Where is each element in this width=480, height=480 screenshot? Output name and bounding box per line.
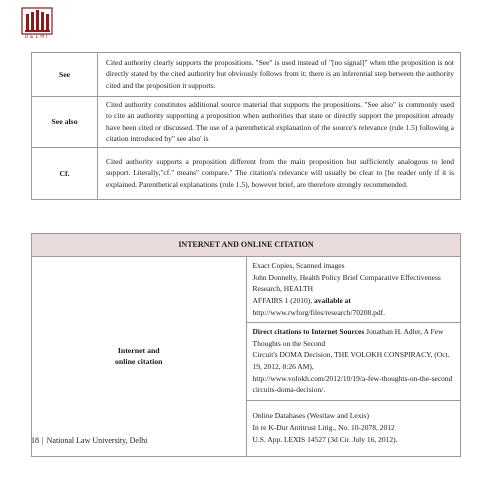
citation-url: circuits-doma-decision/. [252,385,326,395]
signals-table [31,52,461,200]
citation-line [253,326,455,349]
section-spacer [31,200,461,233]
signal-description: Cited authority supports a proposition different from the main proposition but sufficiently analogous to lend support. Literally,"cf." means" compare." The citation's relevance will usually be clear to [he reader only if it is explained. Parenthetical explanations (rule 1.5), however brief, are therefore strongly recommended. [98,148,461,200]
footer-separator: | [42,436,44,445]
direct-citations-section [246,323,461,401]
citation-url: http://www.volokh.com/2012/10/19/a-few-thoughts-on-the-second [252,373,453,383]
table-header: INTERNET AND ONLINE CITATION [32,234,461,257]
online-databases-section [246,400,461,456]
table-row [32,97,461,148]
signal-description: Cited authority clearly supports the propositions. "See" is used instead of "[no signal]" when tthe proposition is not directly stated by the cited authority but obviously follows from it; there is an inferential step between the authority cited and the proposition it supports. [98,53,461,97]
row-label-line: online citation [115,357,163,367]
section-title: Exact Copies, Scanned images [252,261,345,270]
citation-line [253,295,455,307]
citation-text: AFFAIRS 1 (2010), [252,295,313,305]
table-row [32,148,461,200]
university-logo-icon [20,4,54,38]
exact-copies-section [246,257,461,323]
citation-url: http://www.rwforg/files/research/70208.pdf. [252,307,385,317]
row-label-line: Internet and [117,345,160,355]
signal-term: Cf. [32,148,98,200]
internet-citation-table [31,233,461,457]
citation-line: Circuit's DOMA Decision, THE VOLOKH CONSPIRACY, (Oct. 19, 2012, 8:26 AM), [252,350,450,371]
citation-line: John Donnelly, Health Policy Brief Comparative Effectiveness Research, HEALTH [252,272,441,294]
row-label [32,257,247,457]
footer-institution: National Law University, Delhi [46,436,148,445]
page-number: 18 [31,436,39,445]
section-title: Online Databases (Westlaw and Lexis) [252,411,369,421]
signal-term: See also [32,97,98,148]
document-body [31,52,461,457]
page-footer [31,436,147,445]
citation-line: In re K-Dur Antitrust Litig., No. 10-2078, 2012 [252,423,395,433]
available-at-label: available at [314,295,351,305]
section-title: Direct citations to Internet Sources [252,327,365,337]
signal-description: Cited authority constitutes additional source material that supports the propositions. "See also" is commonly used to cite an authority supporting a proposition when authorities that state or directly support the proposition already have been cited or discussed. The use of a parenthetical explanation of the source's relevance (rule 1.5) following a citation introduced by" see also' is [98,97,461,148]
citation-text: Jonathan H. Adler, A Few Thoughts on the Second [252,327,444,348]
citation-line: U.S. App. LEXIS 14527 (3d Cir. July 16, 2012). [252,434,398,444]
signal-term: See [32,53,98,97]
table-row [32,53,461,97]
logo-text: DELHI [24,34,50,40]
